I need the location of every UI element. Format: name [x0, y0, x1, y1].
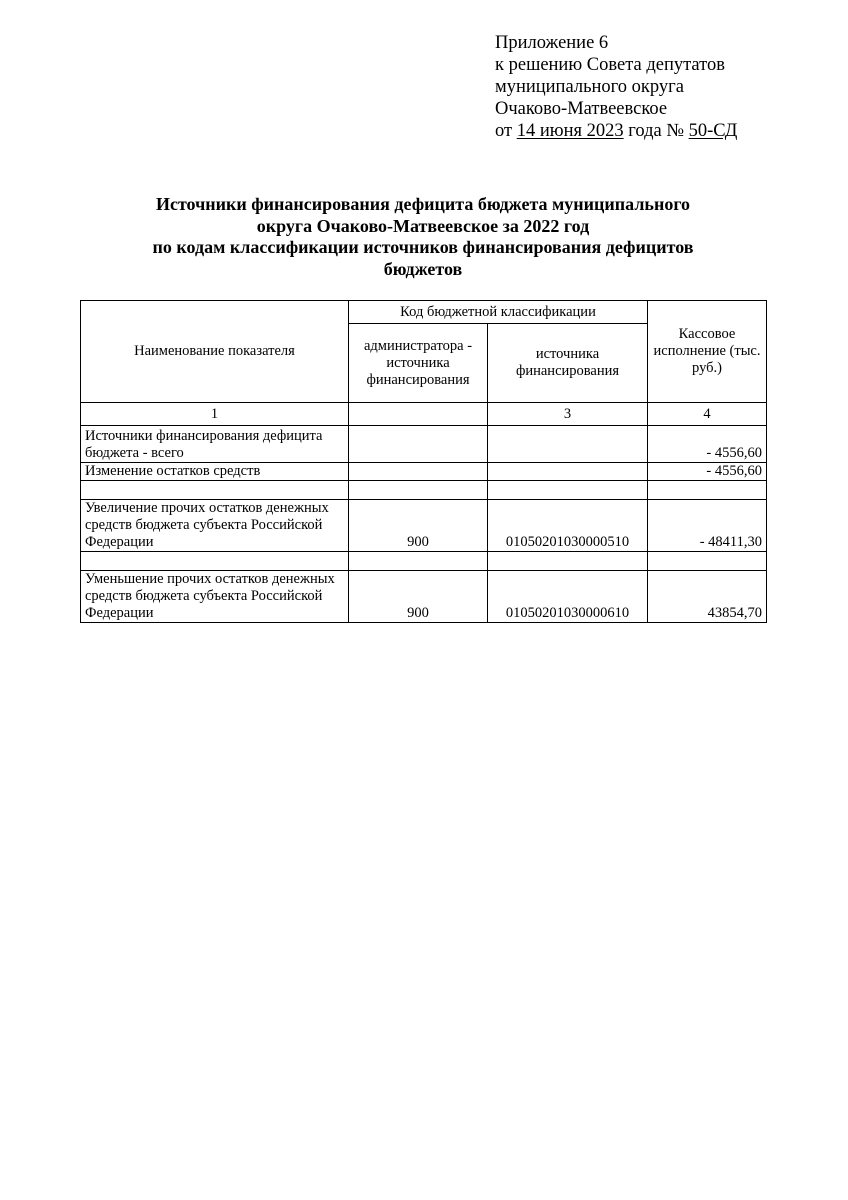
appendix-line: муниципального округа: [495, 77, 684, 97]
table-row: [81, 426, 767, 463]
decision-number: 50-СД: [688, 121, 738, 141]
decision-date: 14 июня 2023: [516, 121, 624, 141]
spacer-row: [81, 481, 767, 500]
row-value: 43854,70: [648, 571, 767, 623]
col-number: 1: [81, 403, 349, 426]
row-name: Уменьшение прочих остатков денежных средств бюджета субъекта Российской Федерации: [81, 571, 349, 623]
row-admin: [349, 463, 488, 481]
row-source: [488, 426, 648, 463]
financing-sources-table: [80, 300, 767, 623]
row-admin: 900: [349, 500, 488, 552]
appendix-line: к решению Совета депутатов: [495, 55, 725, 75]
appendix-block: [495, 32, 737, 142]
row-name: Увеличение прочих остатков денежных средств бюджета субъекта Российской Федерации: [81, 500, 349, 552]
title-line: Источники финансирования дефицита бюджета муниципального: [155, 194, 691, 214]
column-numbers-row: [81, 403, 767, 426]
title-line: по кодам классификации источников финансирования дефицитов: [152, 237, 694, 257]
col-number: 3: [488, 403, 648, 426]
table-row: [81, 500, 767, 552]
title-line: округа Очаково-Матвеевское за 2022 год: [256, 215, 590, 236]
row-admin: [349, 426, 488, 463]
row-source: 01050201030000510: [488, 500, 648, 552]
table-row: [81, 571, 767, 623]
date-prefix: от: [495, 121, 517, 141]
document-title: [80, 194, 766, 280]
row-value: - 4556,60: [648, 463, 767, 481]
col-number: 4: [648, 403, 767, 426]
col-number: [349, 403, 488, 426]
row-admin: 900: [349, 571, 488, 623]
header-source: источника финансирования: [488, 324, 648, 403]
table-row: [81, 463, 767, 481]
header-execution: Кассовое исполнение (тыс. руб.): [648, 301, 767, 403]
appendix-line: Приложение 6: [495, 33, 609, 53]
header-admin: администратора - источника финансирования: [349, 324, 488, 403]
appendix-date-line: [495, 120, 737, 142]
spacer-row: [81, 552, 767, 571]
row-name: Источники финансирования дефицита бюджета - всего: [81, 426, 349, 463]
date-mid: года №: [623, 121, 689, 141]
title-line: бюджетов: [383, 258, 463, 279]
row-source: 01050201030000610: [488, 571, 648, 623]
header-name: Наименование показателя: [81, 301, 349, 403]
row-name: Изменение остатков средств: [81, 463, 349, 481]
row-source: [488, 463, 648, 481]
row-value: - 48411,30: [648, 500, 767, 552]
row-value: - 4556,60: [648, 426, 767, 463]
header-code-group: Код бюджетной классификации: [349, 301, 648, 324]
appendix-line: Очаково-Матвеевское: [495, 99, 668, 119]
